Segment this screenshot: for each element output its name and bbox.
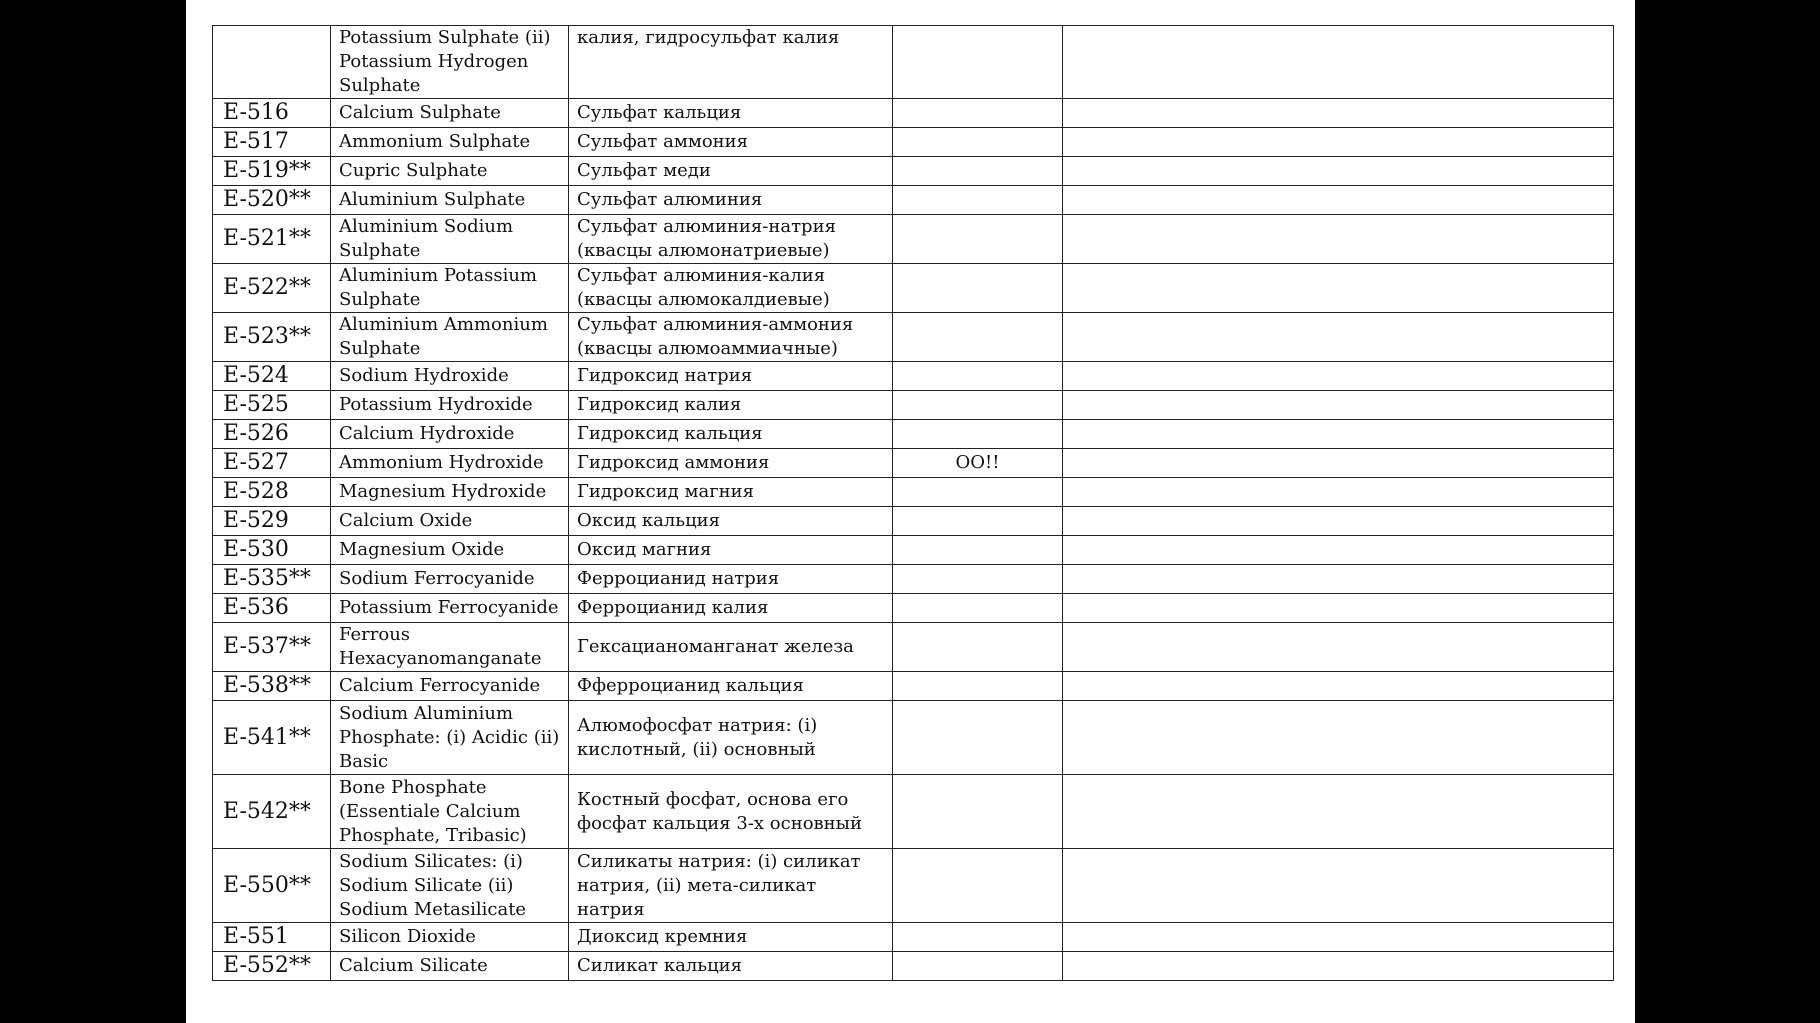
table-row — [213, 186, 1614, 215]
extra-cell — [1063, 849, 1614, 923]
note-cell — [893, 507, 1063, 536]
additive-code-cell: E-536 — [213, 594, 331, 623]
russian-name-cell: Сульфат алюминия-калия (квасцы алюмокалдиевые) — [569, 264, 893, 313]
note-cell: OO!! — [893, 449, 1063, 478]
english-name-cell: Ferrous Hexacyanomanganate — [331, 623, 569, 672]
table-row — [213, 449, 1614, 478]
note-cell — [893, 186, 1063, 215]
table-row — [213, 313, 1614, 362]
english-name-cell: Calcium Hydroxide — [331, 420, 569, 449]
note-cell — [893, 701, 1063, 775]
russian-name-cell: Ферроцианид калия — [569, 594, 893, 623]
additive-code-cell: E-550** — [213, 849, 331, 923]
extra-cell — [1063, 507, 1614, 536]
english-name-cell: Cupric Sulphate — [331, 157, 569, 186]
additive-code-cell: E-529 — [213, 507, 331, 536]
russian-name-cell: Гидроксид магния — [569, 478, 893, 507]
additive-code-cell: E-524 — [213, 362, 331, 391]
additive-code-cell: E-530 — [213, 536, 331, 565]
russian-name-cell: Оксид кальция — [569, 507, 893, 536]
table-row — [213, 128, 1614, 157]
note-cell — [893, 99, 1063, 128]
russian-name-cell: Гидроксид натрия — [569, 362, 893, 391]
additive-code-cell: E-527 — [213, 449, 331, 478]
table-row — [213, 701, 1614, 775]
extra-cell — [1063, 701, 1614, 775]
additive-code-cell: E-542** — [213, 775, 331, 849]
note-cell — [893, 420, 1063, 449]
table-row — [213, 507, 1614, 536]
russian-name-cell: Гидроксид аммония — [569, 449, 893, 478]
table-row — [213, 264, 1614, 313]
english-name-cell: Calcium Ferrocyanide — [331, 672, 569, 701]
note-cell — [893, 391, 1063, 420]
table-row — [213, 26, 1614, 99]
russian-name-cell: Фферроцианид кальция — [569, 672, 893, 701]
note-cell — [893, 264, 1063, 313]
table-row — [213, 478, 1614, 507]
russian-name-cell: Костный фосфат, основа его фосфат кальция 3-х основный — [569, 775, 893, 849]
additive-code-cell — [213, 26, 331, 99]
russian-name-cell: Силикаты натрия: (i) силикат натрия, (ii) мета-силикат натрия — [569, 849, 893, 923]
extra-cell — [1063, 128, 1614, 157]
english-name-cell: Aluminium Ammonium Sulphate — [331, 313, 569, 362]
extra-cell — [1063, 536, 1614, 565]
english-name-cell: Aluminium Sodium Sulphate — [331, 215, 569, 264]
additive-code-cell: E-526 — [213, 420, 331, 449]
note-cell — [893, 128, 1063, 157]
additive-code-cell: E-522** — [213, 264, 331, 313]
additive-code-cell: E-537** — [213, 623, 331, 672]
table-row — [213, 99, 1614, 128]
additive-code-cell: E-517 — [213, 128, 331, 157]
extra-cell — [1063, 26, 1614, 99]
russian-name-cell: Сульфат меди — [569, 157, 893, 186]
russian-name-cell: калия, гидросульфат калия — [569, 26, 893, 99]
note-cell — [893, 775, 1063, 849]
extra-cell — [1063, 391, 1614, 420]
russian-name-cell: Гексацианоманганат железа — [569, 623, 893, 672]
additive-code-cell: E-516 — [213, 99, 331, 128]
extra-cell — [1063, 565, 1614, 594]
additive-code-cell: E-552** — [213, 952, 331, 981]
additive-code-cell: E-538** — [213, 672, 331, 701]
english-name-cell: Silicon Dioxide — [331, 923, 569, 952]
additive-code-cell: E-551 — [213, 923, 331, 952]
additive-code-cell: E-535** — [213, 565, 331, 594]
note-cell — [893, 849, 1063, 923]
table-row — [213, 420, 1614, 449]
table-row — [213, 565, 1614, 594]
english-name-cell: Sodium Aluminium Phosphate: (i) Acidic (ii) Basic — [331, 701, 569, 775]
note-cell — [893, 923, 1063, 952]
english-name-cell: Magnesium Hydroxide — [331, 478, 569, 507]
english-name-cell: Aluminium Potassium Sulphate — [331, 264, 569, 313]
note-cell — [893, 215, 1063, 264]
english-name-cell: Calcium Silicate — [331, 952, 569, 981]
extra-cell — [1063, 478, 1614, 507]
extra-cell — [1063, 594, 1614, 623]
additive-code-cell: E-521** — [213, 215, 331, 264]
note-cell — [893, 565, 1063, 594]
russian-name-cell: Диоксид кремния — [569, 923, 893, 952]
extra-cell — [1063, 623, 1614, 672]
document-page — [186, 0, 1635, 1023]
table-row — [213, 672, 1614, 701]
extra-cell — [1063, 420, 1614, 449]
english-name-cell: Aluminium Sulphate — [331, 186, 569, 215]
note-cell — [893, 26, 1063, 99]
additive-code-cell: E-541** — [213, 701, 331, 775]
extra-cell — [1063, 186, 1614, 215]
english-name-cell: Magnesium Oxide — [331, 536, 569, 565]
additive-code-cell: E-523** — [213, 313, 331, 362]
english-name-cell: Potassium Hydroxide — [331, 391, 569, 420]
table-row — [213, 952, 1614, 981]
additives-table — [212, 25, 1614, 981]
table-row — [213, 391, 1614, 420]
english-name-cell: Bone Phosphate (Essentiale Calcium Phosphate, Tribasic) — [331, 775, 569, 849]
russian-name-cell: Ферроцианид натрия — [569, 565, 893, 594]
russian-name-cell: Сульфат алюминия-аммония (квасцы алюмоаммиачные) — [569, 313, 893, 362]
english-name-cell: Ammonium Hydroxide — [331, 449, 569, 478]
extra-cell — [1063, 264, 1614, 313]
russian-name-cell: Сульфат алюминия — [569, 186, 893, 215]
russian-name-cell: Гидроксид калия — [569, 391, 893, 420]
russian-name-cell: Гидроксид кальция — [569, 420, 893, 449]
english-name-cell: Ammonium Sulphate — [331, 128, 569, 157]
english-name-cell: Potassium Sulphate (ii) Potassium Hydrogen Sulphate — [331, 26, 569, 99]
extra-cell — [1063, 215, 1614, 264]
table-row — [213, 594, 1614, 623]
additive-code-cell: E-525 — [213, 391, 331, 420]
note-cell — [893, 362, 1063, 391]
english-name-cell: Potassium Ferrocyanide — [331, 594, 569, 623]
additive-code-cell: E-519** — [213, 157, 331, 186]
note-cell — [893, 478, 1063, 507]
note-cell — [893, 623, 1063, 672]
english-name-cell: Sodium Silicates: (i) Sodium Silicate (ii) Sodium Metasilicate — [331, 849, 569, 923]
table-row — [213, 623, 1614, 672]
extra-cell — [1063, 99, 1614, 128]
english-name-cell: Calcium Oxide — [331, 507, 569, 536]
note-cell — [893, 157, 1063, 186]
russian-name-cell: Алюмофосфат натрия: (i) кислотный, (ii) основный — [569, 701, 893, 775]
extra-cell — [1063, 952, 1614, 981]
note-cell — [893, 672, 1063, 701]
russian-name-cell: Сульфат алюминия-натрия (квасцы алюмонатриевые) — [569, 215, 893, 264]
russian-name-cell: Силикат кальция — [569, 952, 893, 981]
english-name-cell: Sodium Hydroxide — [331, 362, 569, 391]
table-row — [213, 775, 1614, 849]
note-cell — [893, 594, 1063, 623]
table-row — [213, 215, 1614, 264]
extra-cell — [1063, 157, 1614, 186]
table-row — [213, 849, 1614, 923]
extra-cell — [1063, 923, 1614, 952]
note-cell — [893, 952, 1063, 981]
russian-name-cell: Сульфат аммония — [569, 128, 893, 157]
note-cell — [893, 536, 1063, 565]
extra-cell — [1063, 672, 1614, 701]
extra-cell — [1063, 775, 1614, 849]
english-name-cell: Calcium Sulphate — [331, 99, 569, 128]
table-row — [213, 362, 1614, 391]
table-row — [213, 536, 1614, 565]
note-cell — [893, 313, 1063, 362]
extra-cell — [1063, 362, 1614, 391]
extra-cell — [1063, 449, 1614, 478]
russian-name-cell: Оксид магния — [569, 536, 893, 565]
russian-name-cell: Сульфат кальция — [569, 99, 893, 128]
additive-code-cell: E-520** — [213, 186, 331, 215]
table-row — [213, 157, 1614, 186]
extra-cell — [1063, 313, 1614, 362]
additive-code-cell: E-528 — [213, 478, 331, 507]
table-row — [213, 923, 1614, 952]
english-name-cell: Sodium Ferrocyanide — [331, 565, 569, 594]
